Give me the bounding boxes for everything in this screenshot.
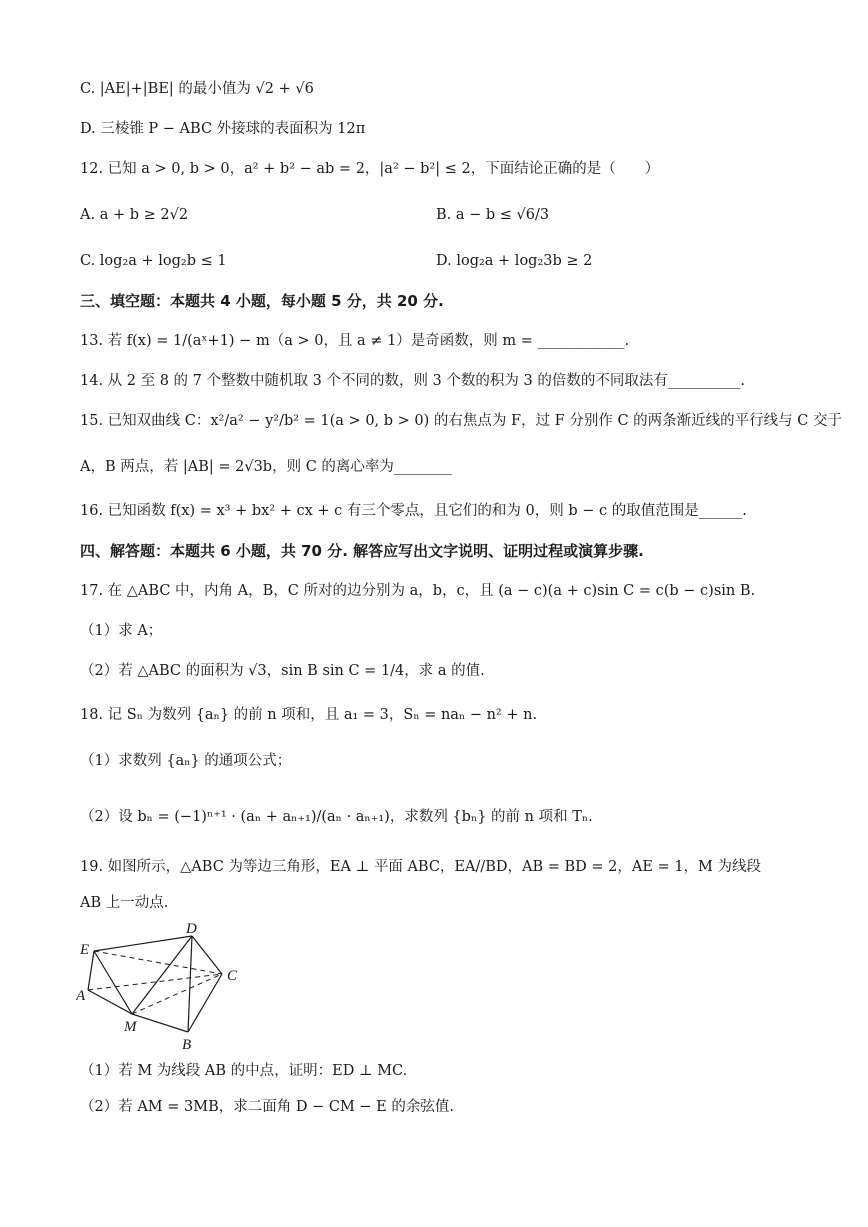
label-C: C xyxy=(227,968,238,984)
edge-EM xyxy=(94,951,132,1014)
label-B: B xyxy=(182,1037,192,1053)
option-12d: D. log₂a + log₂3b ≥ 2 xyxy=(436,253,593,269)
question-14: 14. 从 2 至 8 的 7 个整数中随机取 3 个不同的数，则 3 个数的积为 3 的倍数的不同取法有__________. xyxy=(80,373,745,389)
question-15-line-2: A，B 两点，若 |AB| = 2√3b，则 C 的离心率为________ xyxy=(80,459,452,475)
edge-AC xyxy=(88,974,222,990)
question-12: 12. 已知 a > 0, b > 0，a² + b² − ab = 2，|a² − b²| ≤ 2，下面结论正确的是（ ） xyxy=(80,161,660,177)
question-13: 13. 若 f(x) = 1/(aˣ+1) − m（a > 0，且 a ≠ 1）是奇函数，则 m = ____________. xyxy=(80,333,630,349)
question-16: 16. 已知函数 f(x) = x³ + bx² + cx + c 有三个零点，且它们的和为 0，则 b − c 的取值范围是______. xyxy=(80,503,747,519)
question-18-part-1: （1）求数列 {aₙ} 的通项公式； xyxy=(80,753,292,769)
edge-EC xyxy=(94,951,222,974)
question-15-line-1: 15. 已知双曲线 C：x²/a² − y²/b² = 1(a > 0, b > 0) 的右焦点为 F，过 F 分别作 C 的两条渐近线的平行线与 C 交于 xyxy=(80,413,842,429)
option-11c: C. |AE|+|BE| 的最小值为 √2 + √6 xyxy=(80,81,314,97)
question-19-part-2: （2）若 AM = 3MB，求二面角 D − CM − E 的余弦值. xyxy=(80,1099,454,1115)
edge-DB xyxy=(188,936,192,1032)
label-D: D xyxy=(186,921,197,937)
section-4-heading: 四、解答题：本题共 6 小题，共 70 分. 解答应写出文字说明、证明过程或演算步骤. xyxy=(80,542,644,560)
label-E: E xyxy=(80,942,90,958)
edge-ED xyxy=(94,936,192,951)
label-A: A xyxy=(76,988,86,1004)
question-19-part-1: （1）若 M 为线段 AB 的中点，证明：ED ⊥ MC. xyxy=(80,1063,408,1079)
edge-DC xyxy=(192,936,222,974)
label-M: M xyxy=(124,1019,137,1035)
option-12b: B. a − b ≤ √6/3 xyxy=(436,207,550,223)
question-18-part-2: （2）设 bₙ = (−1)ⁿ⁺¹ · (aₙ + aₙ₊₁)/(aₙ · aₙ₊₁)，求数列 {bₙ} 的前 n 项和 Tₙ. xyxy=(80,809,593,825)
question-19-line-1: 19. 如图所示，△ABC 为等边三角形，EA ⊥ 平面 ABC，EA//BD，AB = BD = 2，AE = 1，M 为线段 xyxy=(80,859,762,875)
edge-MC xyxy=(132,974,222,1014)
question-17-part-1: （1）求 A； xyxy=(80,623,163,639)
question-17: 17. 在 △ABC 中，内角 A，B，C 所对的边分别为 a，b，c，且 (a − c)(a + c)sin C = c(b − c)sin B. xyxy=(80,583,756,599)
question-19-line-2: AB 上一动点. xyxy=(80,895,169,911)
edge-MD xyxy=(132,936,192,1014)
question-17-part-2: （2）若 △ABC 的面积为 √3，sin B sin C = 1/4，求 a 的值. xyxy=(80,663,485,679)
option-11d: D. 三棱锥 P − ABC 外接球的表面积为 12π xyxy=(80,121,366,137)
edge-CB xyxy=(188,974,222,1032)
geometry-figure xyxy=(76,918,256,1054)
edge-MB xyxy=(132,1014,188,1032)
question-18: 18. 记 Sₙ 为数列 {aₙ} 的前 n 项和，且 a₁ = 3，Sₙ = naₙ − n² + n. xyxy=(80,707,538,723)
option-12a-text: A. a + b ≥ 2√2 xyxy=(80,207,189,223)
section-3-heading: 三、填空题：本题共 4 小题，每小题 5 分，共 20 分. xyxy=(80,292,444,310)
option-12c: C. log₂a + log₂b ≤ 1 xyxy=(80,253,227,269)
